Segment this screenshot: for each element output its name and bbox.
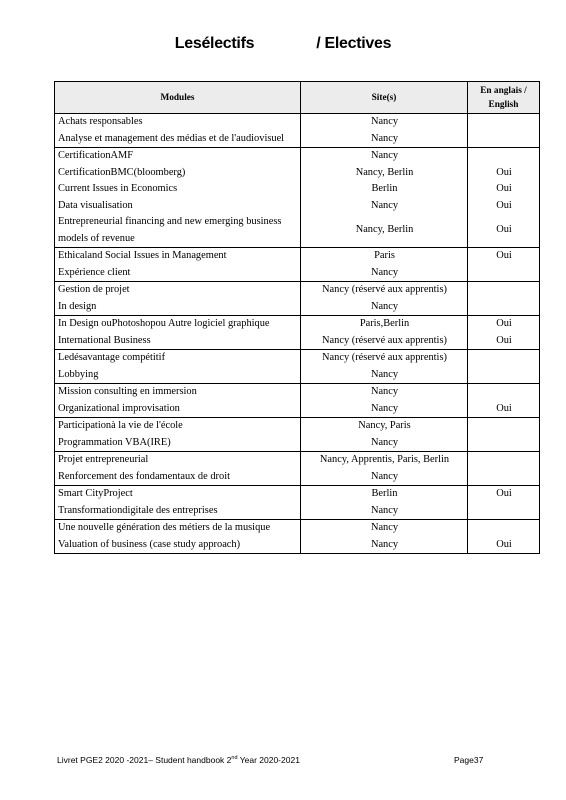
site-cell: Nancy, Paris [301, 418, 468, 435]
english-cell [468, 520, 540, 537]
header-english: En anglais / English [468, 82, 540, 114]
module-cell: Data visualisation [55, 198, 301, 215]
table-row [55, 435, 540, 452]
site-cell: Nancy [301, 114, 468, 131]
module-cell: International Business [55, 333, 301, 350]
module-cell: Ethicaland Social Issues in Management [55, 248, 301, 265]
table-row [55, 181, 540, 198]
site-cell: Nancy (réservé aux apprentis) [301, 333, 468, 350]
site-cell: Berlin [301, 181, 468, 198]
table-body [55, 114, 540, 554]
table-row [55, 503, 540, 520]
english-cell [468, 435, 540, 452]
table-row [55, 114, 540, 131]
table-row [55, 282, 540, 299]
module-cell: Projet entrepreneurial [55, 452, 301, 469]
site-cell: Nancy [301, 503, 468, 520]
module-cell: Programmation VBA(IRE) [55, 435, 301, 452]
table-row [55, 418, 540, 435]
table-row [55, 537, 540, 554]
table-row [55, 131, 540, 148]
english-cell [468, 282, 540, 299]
table-row [55, 520, 540, 537]
site-cell: Berlin [301, 486, 468, 503]
site-cell: Nancy [301, 469, 468, 486]
module-cell: Lobbying [55, 367, 301, 384]
module-cell: CertificationBMC(bloomberg) [55, 165, 301, 182]
module-cell: Expérience client [55, 265, 301, 282]
english-cell [468, 503, 540, 520]
site-cell: Nancy [301, 435, 468, 452]
module-cell: Gestion de projet [55, 282, 301, 299]
english-cell [468, 452, 540, 469]
table-row [55, 316, 540, 333]
table-row [55, 384, 540, 401]
table-row [55, 148, 540, 165]
module-cell: CertificationAMF [55, 148, 301, 165]
english-cell [468, 418, 540, 435]
site-cell: Nancy [301, 299, 468, 316]
title-english: Electives [324, 35, 392, 52]
site-cell: Paris,Berlin [301, 316, 468, 333]
english-cell: Oui [468, 165, 540, 182]
table-row [55, 214, 540, 248]
module-cell: Smart CityProject [55, 486, 301, 503]
footer-text: Livret PGE2 2020 -2021– Student handbook 2 [57, 755, 232, 765]
module-cell: In Design ouPhotoshopou Autre logiciel graphique [55, 316, 301, 333]
module-cell: Transformationdigitale des entreprises [55, 503, 301, 520]
site-cell: Nancy, Berlin [301, 165, 468, 182]
footer-ordinal: nd [231, 755, 238, 762]
module-cell: Renforcement des fondamentaux de droit [55, 469, 301, 486]
english-cell [468, 114, 540, 131]
english-cell [468, 299, 540, 316]
site-cell: Nancy [301, 367, 468, 384]
table-row [55, 165, 540, 182]
table-row [55, 299, 540, 316]
table-row [55, 367, 540, 384]
module-cell: Analyse et management des médias et de l'audiovisuel [55, 131, 301, 148]
table-row [55, 198, 540, 215]
site-cell: Nancy (réservé aux apprentis) [301, 350, 468, 367]
site-cell: Nancy [301, 401, 468, 418]
english-cell: Oui [468, 181, 540, 198]
site-cell: Nancy [301, 520, 468, 537]
electives-table [54, 81, 540, 554]
english-cell [468, 148, 540, 165]
module-cell: In design [55, 299, 301, 316]
english-cell: Oui [468, 333, 540, 350]
english-cell: Oui [468, 316, 540, 333]
table-row [55, 333, 540, 350]
site-cell: Nancy, Berlin [301, 214, 468, 248]
english-cell: Oui [468, 401, 540, 418]
site-cell: Nancy [301, 148, 468, 165]
table-header-row [55, 82, 540, 114]
site-cell: Nancy [301, 537, 468, 554]
module-cell: Entrepreneurial financing and new emerging business models of revenue [55, 214, 301, 248]
table-row [55, 350, 540, 367]
table-row [55, 401, 540, 418]
site-cell: Nancy (réservé aux apprentis) [301, 282, 468, 299]
english-cell [468, 265, 540, 282]
english-cell: Oui [468, 198, 540, 215]
module-cell: Participationà la vie de l'école [55, 418, 301, 435]
page-number: Page37 [454, 755, 484, 765]
module-cell: Achats responsables [55, 114, 301, 131]
site-cell: Nancy [301, 265, 468, 282]
english-cell: Oui [468, 214, 540, 248]
english-cell [468, 384, 540, 401]
header-site: Site(s) [301, 82, 468, 114]
page-title [0, 35, 566, 53]
module-cell: Ledésavantage compétitif [55, 350, 301, 367]
module-cell: Une nouvelle génération des métiers de la musique [55, 520, 301, 537]
table-row [55, 265, 540, 282]
table-row [55, 469, 540, 486]
footer-year: Year 2020-2021 [239, 755, 300, 765]
title-separator: / [316, 35, 321, 52]
module-cell: Valuation of business (case study approach) [55, 537, 301, 554]
site-cell: Nancy [301, 131, 468, 148]
site-cell: Nancy [301, 198, 468, 215]
english-cell [468, 131, 540, 148]
table-row [55, 486, 540, 503]
header-modules: Modules [55, 82, 301, 114]
title-french: Lesélectifs [174, 35, 255, 52]
table-row [55, 248, 540, 265]
module-cell: Mission consulting en immersion [55, 384, 301, 401]
english-cell: Oui [468, 248, 540, 265]
site-cell: Paris [301, 248, 468, 265]
english-cell: Oui [468, 537, 540, 554]
english-cell [468, 350, 540, 367]
english-cell: Oui [468, 486, 540, 503]
table-row [55, 452, 540, 469]
site-cell: Nancy [301, 384, 468, 401]
english-cell [468, 469, 540, 486]
site-cell: Nancy, Apprentis, Paris, Berlin [301, 452, 468, 469]
english-cell [468, 367, 540, 384]
footer-handbook [57, 755, 300, 765]
module-cell: Current Issues in Economics [55, 181, 301, 198]
module-cell: Organizational improvisation [55, 401, 301, 418]
